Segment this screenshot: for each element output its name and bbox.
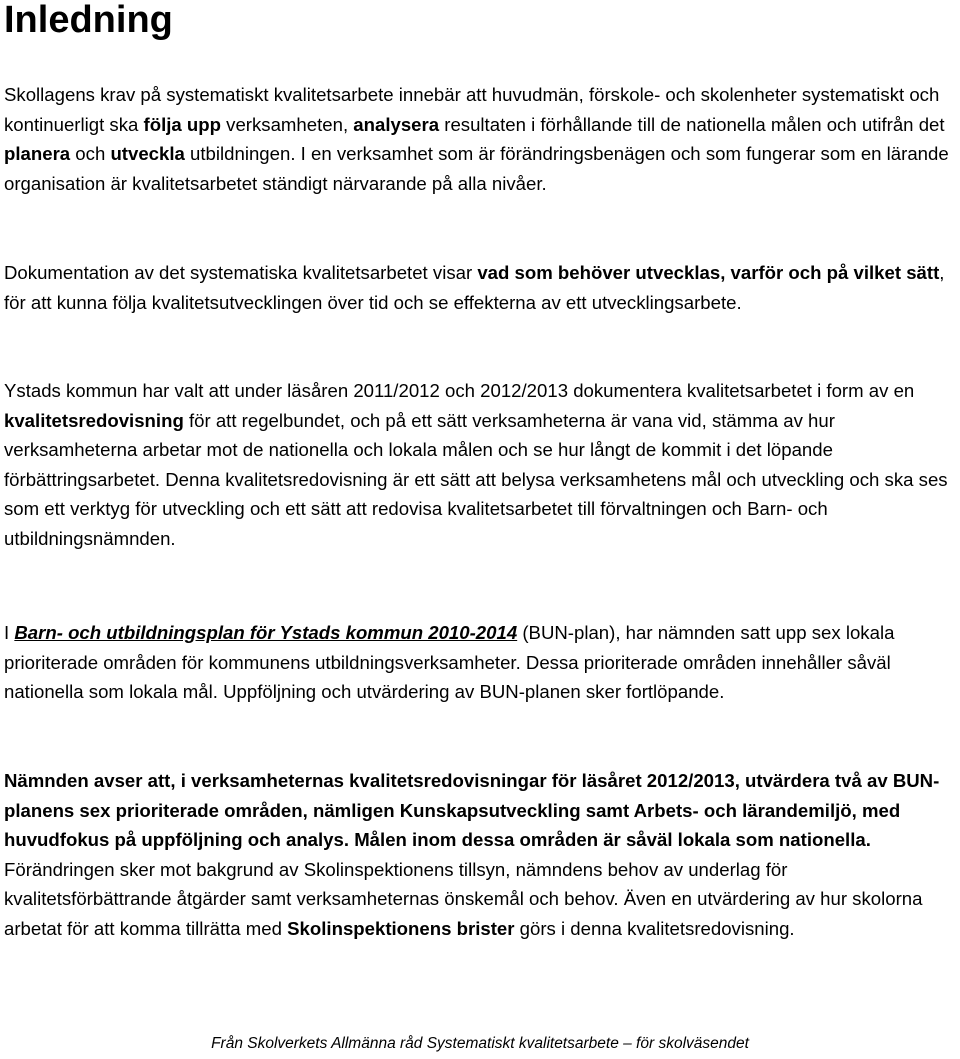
text-run: , för att kunna följa kvalitetsutvecklingen över tid och se effekterna av ett utvecklingsarbete.	[4, 262, 945, 313]
page-footer: Från Skolverkets Allmänna råd Systematiskt kvalitetsarbete – för skolväsendet	[211, 1035, 749, 1052]
text-run: I	[4, 622, 15, 643]
text-run: vad som behöver utvecklas, varför och på vilket sätt	[477, 262, 940, 283]
paragraph-evaluation	[4, 766, 956, 944]
text-run: utbildningen. I en verksamhet som är förändringsbenägen och som fungerar som en lärande organisation är kvalitetsarbetet ständigt närvarande på alla nivåer.	[4, 143, 949, 194]
document-page	[4, 0, 956, 939]
text-run: analysera	[353, 113, 440, 135]
paragraph-documentation	[4, 258, 956, 317]
text-run: kvalitetsredovisning	[4, 409, 184, 431]
text-run: Dokumentation av det systematiska kvalitetsarbetet visar	[4, 262, 478, 283]
text-run: för att regelbundet, och på ett sätt verksamheterna är vana vid, stämma av hur verksamheterna arbetar mot de nationella och lokala målen och se hur långt de kommit i det löpande förbättringsarbetet. Denna kvalitetsredovisning är ett sätt att belysa verksamhetens mål och utveckling och ska ses som ett verktyg för utveckling och ett sätt att redovisa kvalitetsarbetet till förvaltningen och Barn- och utbildningsnämnden.	[4, 409, 948, 549]
text-run: utveckla	[110, 143, 185, 165]
page-title: Inledning	[4, 0, 173, 41]
paragraph-intro	[4, 80, 956, 198]
text-run: Förändringen sker mot bakgrund av Skolinspektionens tillsyn, nämndens behov av underlag för kvalitetsförbättrande åtgärder samt verksamheternas önskemål och behov. Även en utvärdering av hur skolorna arbetat för att komma tillrätta med	[4, 858, 923, 939]
text-run: Ystads kommun har valt att under läsåren 2011/2012 och 2012/2013 dokumentera kvalitetsarbetet i form av en	[4, 380, 915, 401]
text-run: följa upp	[143, 113, 221, 135]
text-run: Barn- och utbildningsplan för Ystads kommun 2010-2014	[14, 622, 518, 643]
text-run: (BUN-plan), har nämnden satt upp sex lokala prioriterade områden för kommunens utbildningsverksamheter. Dessa prioriterade områden innehåller såväl nationella som lokala mål. Uppföljning och utvärdering av BUN-planen sker fortlöpande.	[4, 622, 895, 703]
paragraph-ystad	[4, 376, 956, 554]
text-run: Skollagens krav på systematiskt kvalitetsarbete innebär att huvudmän, förskole- och skolenheter systematiskt och kontinuerligt ska	[4, 84, 940, 135]
text-run: planera	[4, 143, 71, 165]
text-run: resultaten i förhållande till de nationella målen och utifrån det	[439, 113, 945, 135]
paragraph-bun-plan	[4, 618, 956, 707]
text-run: Skolinspektionens brister	[287, 917, 515, 939]
text-run: och	[70, 143, 111, 165]
text-run: verksamheten,	[221, 113, 354, 135]
text-run: Nämnden avser att, i verksamheternas kvalitetsredovisningar för läsåret 2012/2013, utvärdera två av BUN-planens sex prioriterade områden, nämligen Kunskapsutveckling samt Arbets- och lärandemiljö, med huvudfokus på uppföljning och analys. Målen inom dessa områden är såväl lokala som nationella.	[4, 770, 940, 851]
text-run: görs i denna kvalitetsredovisning.	[514, 917, 795, 939]
